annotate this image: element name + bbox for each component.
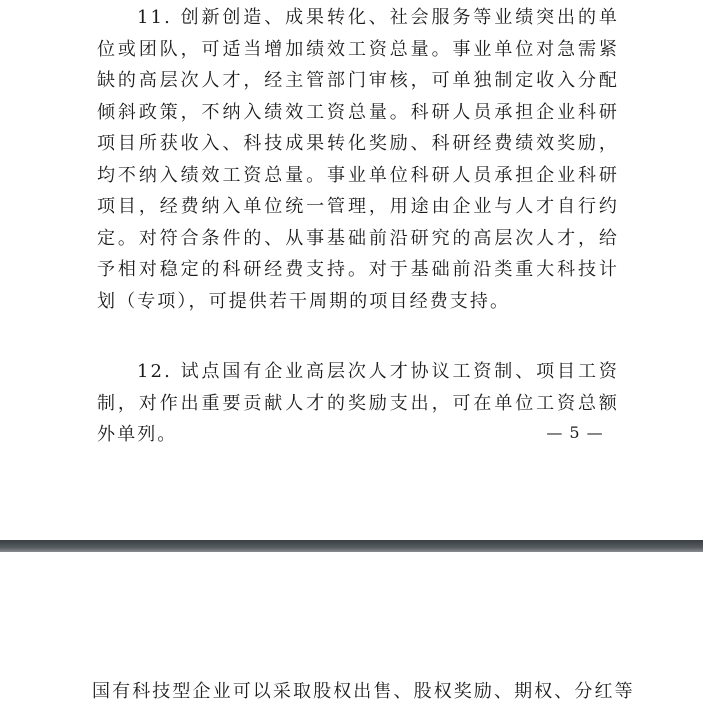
page-separator <box>0 540 703 552</box>
paragraph-12: 12. 试点国有企业高层次人才协议工资制、项目工资制，对作出重要贡献人才的奖励支出，可在单位工资总额外单列。 <box>97 361 619 445</box>
next-page-text-line: 国有科技型企业可以采取股权出售、股权奖励、期权、分红等 <box>92 681 635 702</box>
page-number: — 5 — <box>546 423 604 442</box>
paragraph-11: 11. 创新创造、成果转化、社会服务等业绩突出的单位或团队，可适当增加绩效工资总量。事业单位对急需紧缺的高层次人才，经主管部门审核，可单独制定收入分配倾斜政策，不纳入绩效工资总量。科研人员承担企业科研项目所获收入、科技成果转化奖励、科研经费绩效奖励，均不纳入绩效工资总量。事业单位科研人员承担企业科研项目，经费纳入单位统一管理，用途由企业与人才自行约定。对符合条件的、从事基础前沿研究的高层次人才，给予相对稳定的科研经费支持。对于基础前沿类重大科技计划（专项），可提供若干周期的项目经费支持。 <box>97 7 619 312</box>
